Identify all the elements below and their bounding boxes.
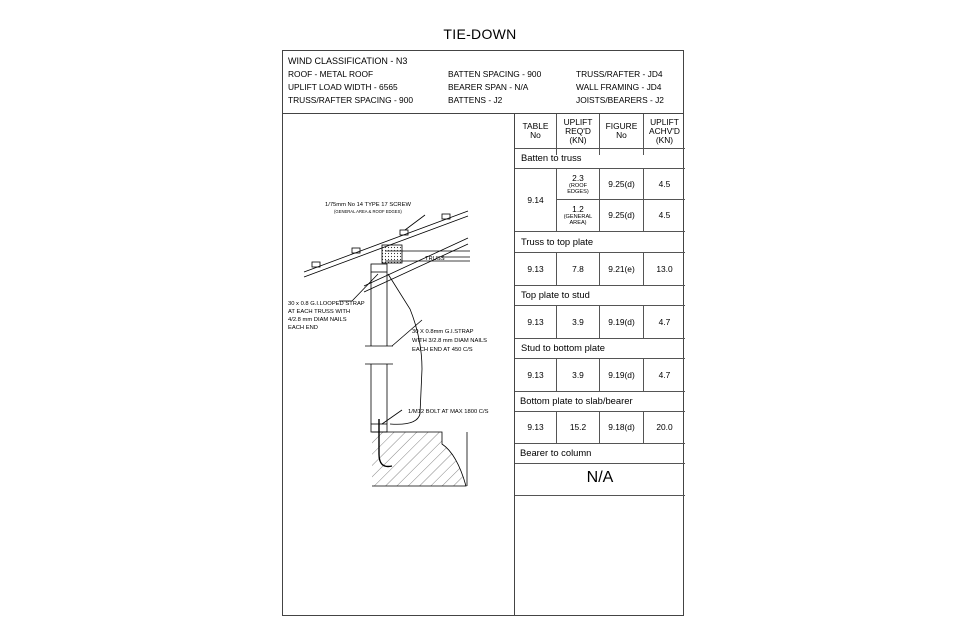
col-header-uplift-reqd: UPLIFT REQ'D (KN) xyxy=(563,116,593,145)
section-stud-to-bottom-plate: Stud to bottom plate xyxy=(521,342,605,353)
header-wall-framing: WALL FRAMING - JD4 xyxy=(576,82,662,92)
bottom-table-no: 9.13 xyxy=(527,422,544,432)
header-joists-bearers: JOISTS/BEARERS - J2 xyxy=(576,95,664,105)
tie-down-detail-drawing xyxy=(282,114,514,616)
header-battens: BATTENS - J2 xyxy=(448,95,503,105)
strap1-line1: 30 x 0.8 G.I.LOOPED STRAP xyxy=(288,301,365,307)
bottom-req: 15.2 xyxy=(569,422,587,432)
col-header-figure: FIGURE No xyxy=(605,121,638,140)
header-bearer-span: BEARER SPAN - N/A xyxy=(448,82,529,92)
strap2-line1: 30 X 0.8mm G.I.STRAP xyxy=(412,329,474,335)
stud-figure: 9.19(d) xyxy=(608,369,635,380)
strap1-line4: EACH END xyxy=(288,325,318,331)
screw-note: (GENERAL AREA & ROOF EDGES) xyxy=(334,209,402,214)
batten-achvd-1: 4.5 xyxy=(658,178,671,189)
topplate-figure: 9.19(d) xyxy=(608,316,635,327)
top-plate-block xyxy=(382,245,402,263)
header-roof: ROOF - METAL ROOF xyxy=(288,69,374,79)
strap2-line2: WITH 3/2.8 mm DIAM NAILS xyxy=(412,338,488,344)
slab xyxy=(372,432,466,486)
section-bottom-plate-to-slab: Bottom plate to slab/bearer xyxy=(520,395,633,406)
bearer-value: N/A xyxy=(586,469,614,486)
leader-bolt xyxy=(382,410,402,424)
truss-top-chord xyxy=(364,238,468,286)
bolt-label: 1/M12 BOLT AT MAX 1800 C/S xyxy=(408,409,489,415)
header-batten-spacing: BATTEN SPACING - 900 xyxy=(448,69,542,79)
section-truss-to-top-plate: Truss to top plate xyxy=(521,236,594,247)
col-header-uplift-achvd: UPLIFT ACHV'D (KN) xyxy=(649,116,680,145)
batten-req-general-area: 1.2 (GENERAL AREA) xyxy=(563,204,593,226)
section-top-plate-to-stud: Top plate to stud xyxy=(521,289,590,300)
col-header-table: TABLE No xyxy=(522,121,549,140)
bottom-achvd: 20.0 xyxy=(656,422,673,432)
topplate-achvd: 4.7 xyxy=(658,316,671,327)
truss-req: 7.8 xyxy=(572,263,584,274)
truss-table-no: 9.13 xyxy=(527,263,544,274)
bottom-figure: 9.18(d) xyxy=(608,422,635,432)
page-title: TIE-DOWN xyxy=(443,26,517,42)
stud-req: 3.9 xyxy=(572,369,584,380)
header-truss-rafter: TRUSS/RAFTER - JD4 xyxy=(576,69,663,79)
batten-figure-1: 9.25(d) xyxy=(608,178,635,189)
truss-figure: 9.21(e) xyxy=(608,263,635,274)
topplate-req: 3.9 xyxy=(572,316,584,327)
stud-table-no: 9.13 xyxy=(527,369,544,380)
wind-classification: WIND CLASSIFICATION - N3 xyxy=(288,56,408,66)
batten xyxy=(400,230,408,235)
header-truss-spacing: TRUSS/RAFTER SPACING - 900 xyxy=(288,95,414,105)
top-plate xyxy=(371,264,387,272)
batten-req-roof-edges: 2.3 (ROOF EDGES) xyxy=(567,172,589,195)
batten-figure-2: 9.25(d) xyxy=(608,210,635,220)
uplift-table xyxy=(514,114,685,616)
batten-table-no: 9.14 xyxy=(527,194,544,205)
strap2-line3: EACH END AT 450 C/S xyxy=(412,347,473,353)
stud-achvd: 4.7 xyxy=(658,369,671,380)
section-batten-to-truss: Batten to truss xyxy=(521,152,582,163)
truss-achvd: 13.0 xyxy=(656,263,673,274)
header-uplift-load-width: UPLIFT LOAD WIDTH - 6565 xyxy=(288,82,398,92)
strap1-line2: AT EACH TRUSS WITH xyxy=(288,309,351,315)
truss-label: TRUSS xyxy=(425,256,445,262)
topplate-table-no: 9.13 xyxy=(527,316,544,327)
screw-label: 1/75mm No 14 TYPE 17 SCREW xyxy=(325,202,411,208)
strap1-line3: 4/2.8 mm DIAM NAILS xyxy=(288,317,347,323)
section-bearer-to-column: Bearer to column xyxy=(520,447,592,458)
batten-achvd-2: 4.5 xyxy=(658,210,671,220)
